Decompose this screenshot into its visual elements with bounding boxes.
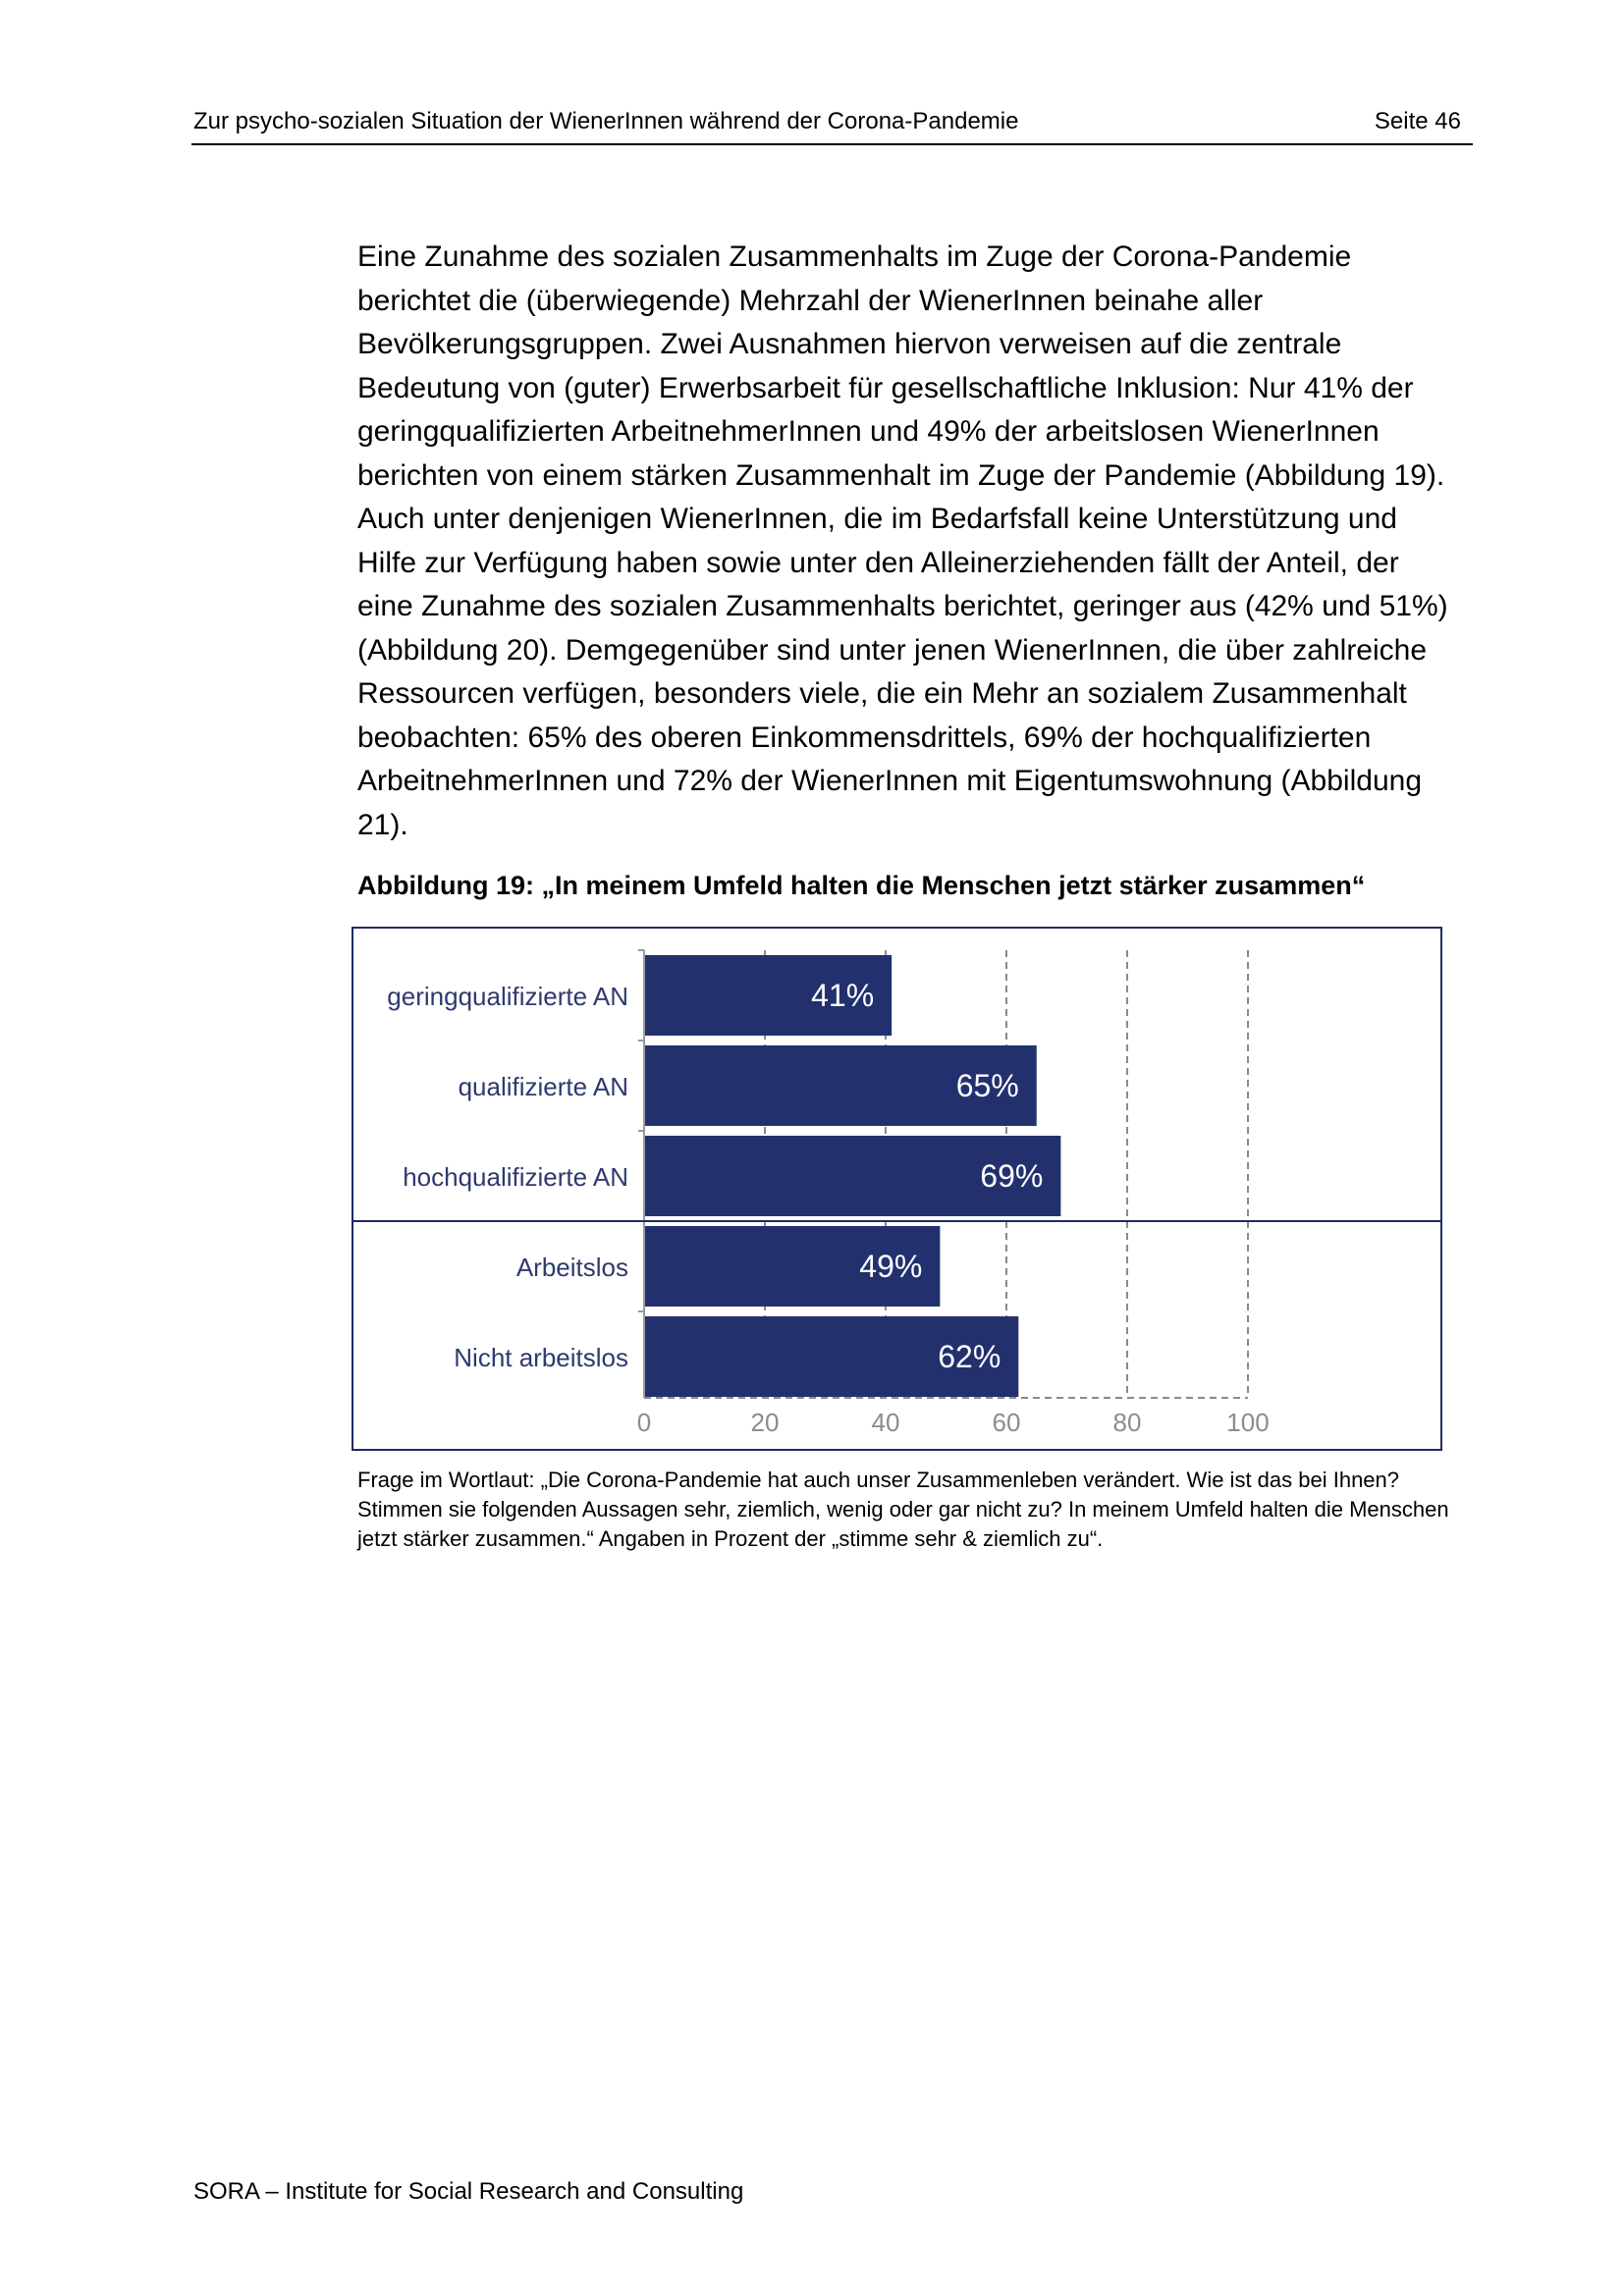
figure-title: Abbildung 19: „In meinem Umfeld halten die Menschen jetzt stärker zusammen“ (357, 871, 1366, 900)
x-tick-label-20: 20 (750, 1408, 780, 1437)
bar-chart (352, 927, 1442, 1451)
bar-value-label-1: 65% (955, 1068, 1019, 1103)
category-label-3: Arbeitslos (515, 1253, 628, 1282)
page-header (191, 104, 1473, 145)
bar-value-label-2: 69% (980, 1158, 1044, 1194)
category-label-4: Nicht arbeitslos (454, 1343, 628, 1372)
page-footer: SORA – Institute for Social Research and Consulting (193, 2178, 744, 2205)
x-tick-label-40: 40 (871, 1408, 900, 1437)
page-number: Seite 46 (1374, 108, 1461, 134)
figure-caption: Frage im Wortlaut: „Die Corona-Pandemie hat auch unser Zusammenleben verändert. Wie ist das bei Ihnen? Stimmen sie folgenden Aussagen sehr, ziemlich, wenig oder gar nicht zu? In meinem Umfeld halten die Menschen jetzt stärker zusammen.“ Angaben in Prozent der „stimme sehr & ziemlich zu“. (357, 1468, 1449, 1551)
body-paragraph: Eine Zunahme des sozialen Zusammenhalts im Zuge der Corona-Pandemie berichtet die (überwiegende) Mehrzahl der WienerInnen beinahe aller Bevölkerungsgruppen. Zwei Ausnahmen hiervon verweisen auf die zentrale Bedeutung von (guter) Erwerbsarbeit für gesellschaftliche Inklusion: Nur 41% der geringqualifizierten ArbeitnehmerInnen und 49% der arbeitslosen WienerInnen berichten von einem stärken Zusammenhalt im Zuge der Pandemie (Abbildung 19). Auch unter denjenigen WienerInnen, die im Bedarfsfall keine Unterstützung und Hilfe zur Verfügung haben sowie unter den Alleinerziehenden fällt der Anteil, der eine Zunahme des sozialen Zusammenhalts berichtet, geringer aus (42% und 51%) (Abbildung 20). Demgegenüber sind unter jenen WienerInnen, die über zahlreiche Ressourcen verfügen, besonders viele, die ein Mehr an sozialem Zusammenhalt beobachten: 65% des oberen Einkommensdrittels, 69% der hochqualifizierten ArbeitnehmerInnen und 72% der WienerInnen mit Eigentumswohnung (Abbildung 21). (357, 240, 1448, 841)
category-label-1: qualifizierte AN (458, 1072, 628, 1101)
bar-value-label-0: 41% (811, 978, 875, 1013)
category-label-2: hochqualifizierte AN (403, 1162, 628, 1192)
x-tick-label-80: 80 (1112, 1408, 1142, 1437)
header-title: Zur psycho-sozialen Situation der WienerInnen während der Corona-Pandemie (193, 108, 1019, 134)
x-tick-label-100: 100 (1226, 1408, 1270, 1437)
x-tick-label-0: 0 (636, 1408, 652, 1437)
bar-value-label-4: 62% (938, 1339, 1001, 1374)
bar-value-label-3: 49% (859, 1249, 923, 1284)
category-label-0: geringqualifizierte AN (387, 982, 628, 1011)
x-tick-label-60: 60 (992, 1408, 1021, 1437)
chart-canvas (353, 929, 1440, 1449)
